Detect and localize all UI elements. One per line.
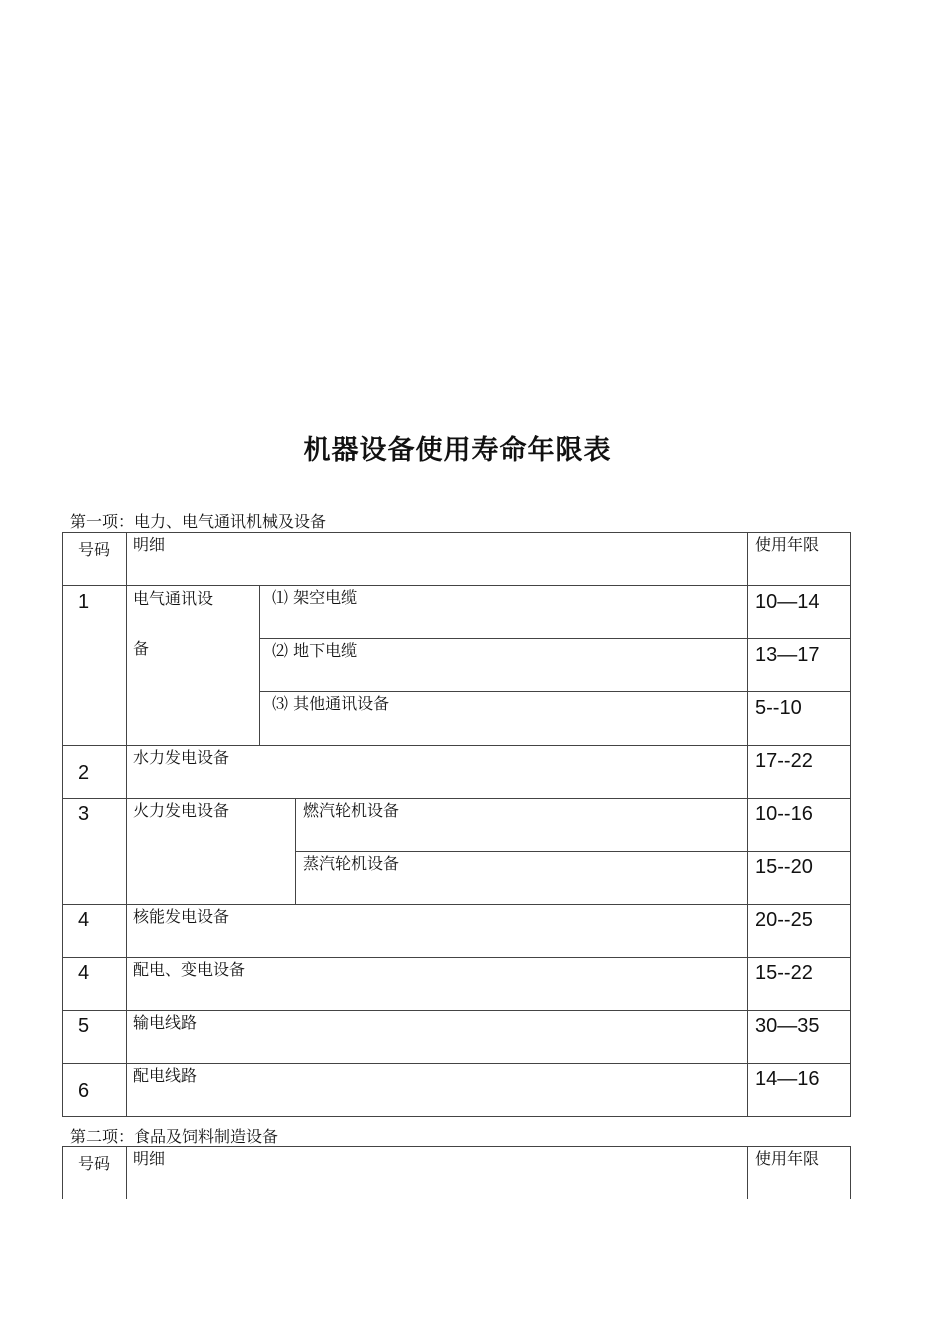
years-value: 14—16: [755, 1068, 820, 1090]
row-divider: [62, 745, 851, 746]
years-value: 15--22: [755, 962, 813, 984]
sub-item-label: 燃汽轮机设备: [303, 801, 400, 820]
years-value: 5--10: [755, 697, 802, 719]
row-divider: [62, 904, 851, 905]
header-detail: 明细: [133, 535, 166, 554]
sub-item-label: ⑵ 地下电缆: [272, 641, 358, 660]
row-divider: [62, 1063, 851, 1064]
years-value: 20--25: [755, 909, 813, 931]
page-title: 机器设备使用寿命年限表: [303, 435, 612, 466]
row-number: 2: [78, 762, 90, 784]
row-detail: 输电线路: [133, 1013, 198, 1032]
row-number: 6: [78, 1080, 90, 1102]
column-divider: [259, 585, 260, 745]
column-divider: [126, 1146, 127, 1199]
row-divider: [259, 638, 851, 639]
row-detail: 电气通讯设: [133, 589, 214, 608]
years-value: 30—35: [755, 1015, 820, 1037]
row-divider: [62, 1146, 851, 1147]
row-detail: 水力发电设备: [133, 748, 230, 767]
row-detail: 核能发电设备: [133, 907, 230, 926]
row-number: 5: [78, 1015, 90, 1037]
years-value: 10—14: [755, 591, 820, 613]
sub-item-label: ⑴ 架空电缆: [272, 588, 358, 607]
row-detail: 配电线路: [133, 1066, 198, 1085]
row-number: 1: [78, 591, 90, 613]
header-number: 号码: [78, 1154, 111, 1173]
row-detail: 配电、变电设备: [133, 960, 246, 979]
row-divider: [62, 957, 851, 958]
years-value: 10--16: [755, 803, 813, 825]
row-number: 4: [78, 962, 90, 984]
sub-item-label: 蒸汽轮机设备: [303, 854, 400, 873]
header-years: 使用年限: [755, 535, 820, 554]
section-1-label: 第一项：电力、电气通讯机械及设备: [70, 512, 327, 531]
row-divider: [259, 691, 851, 692]
row-detail: 备: [133, 639, 150, 658]
header-detail: 明细: [133, 1149, 166, 1168]
section-2-label: 第二项：食品及饲料制造设备: [70, 1127, 279, 1146]
row-divider: [62, 798, 851, 799]
row-number: 3: [78, 803, 90, 825]
header-number: 号码: [78, 540, 111, 559]
column-divider: [62, 1146, 63, 1199]
column-divider: [126, 532, 127, 1117]
row-divider: [295, 851, 851, 852]
row-number: 4: [78, 909, 90, 931]
years-value: 17--22: [755, 750, 813, 772]
column-divider: [850, 1146, 851, 1199]
column-divider: [747, 532, 748, 1117]
column-divider: [747, 1146, 748, 1199]
row-divider: [62, 1010, 851, 1011]
row-detail: 火力发电设备: [133, 801, 230, 820]
row-divider: [62, 585, 851, 586]
header-years: 使用年限: [755, 1149, 820, 1168]
sub-item-label: ⑶ 其他通讯设备: [272, 694, 390, 713]
years-value: 15--20: [755, 856, 813, 878]
years-value: 13—17: [755, 644, 820, 666]
